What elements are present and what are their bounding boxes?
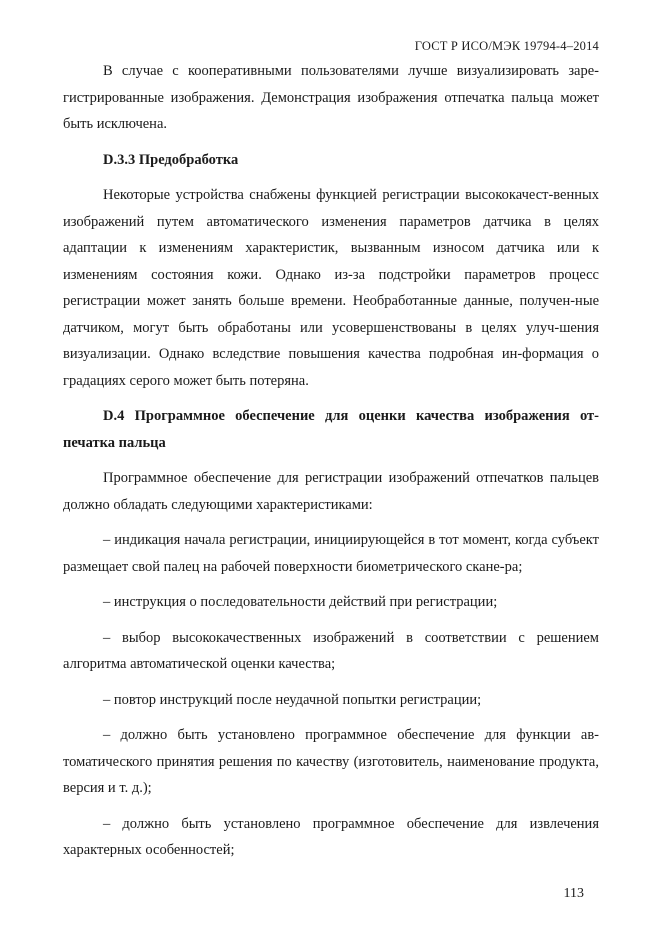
- list-item: – должно быть установлено программное обеспечение для функции ав-томатического принятия решения по качеству (изготовитель, наименование продукта, версия и т. д.);: [63, 727, 599, 796]
- page-number: 113: [563, 886, 584, 901]
- list-item: – индикация начала регистрации, инициирующейся в тот момент, когда субъект размещает свой палец на рабочей поверхности биометрического скане-ра;: [63, 532, 599, 575]
- paragraph-preprocessing: Некоторые устройства снабжены функцией регистрации высококачест-венных изображений путем автоматического изменения параметров датчика в целях адаптации к изменениям характеристик, вызванным износом датчика или к изменениям состояния кожи. Однако из-за подстройки параметров процесс регистрации может занять больше времени. Необработанные данные, получен-ные датчиком, могут быть обработаны или усовершенствованы в целях улуч-шения визуализации. Однако вследствие повышения качества подробная ин-формация о градациях серого может быть потеряна.: [63, 187, 599, 389]
- section-heading-d4: D.4 Программное обеспечение для оценки качества изображения от-печатка пальца: [63, 408, 599, 451]
- paragraph-software-intro: Программное обеспечение для регистрации изображений отпечатков пальцев должно обладать следующими характеристиками:: [63, 470, 599, 513]
- page-body: [63, 58, 599, 864]
- list-item: – инструкция о последовательности действий при регистрации;: [103, 594, 498, 610]
- section-heading-d33: D.3.3 Предобработка: [103, 151, 239, 168]
- list-item: – должно быть установлено программное обеспечение для извлечения характерных особенностей;: [63, 815, 599, 858]
- paragraph-cooperative-users: В случае с кооперативными пользователями лучше визуализировать заре-гистрированные изображения. Демонстрация изображения отпечатка пальца может быть исключена.: [63, 63, 599, 132]
- list-item: – выбор высококачественных изображений в соответствии с решением алгоритма автоматической оценки качества;: [63, 629, 599, 672]
- list-item: – повтор инструкций после неудачной попытки регистрации;: [103, 691, 482, 708]
- running-header: ГОСТ Р ИСО/МЭК 19794-4–2014: [414, 39, 599, 53]
